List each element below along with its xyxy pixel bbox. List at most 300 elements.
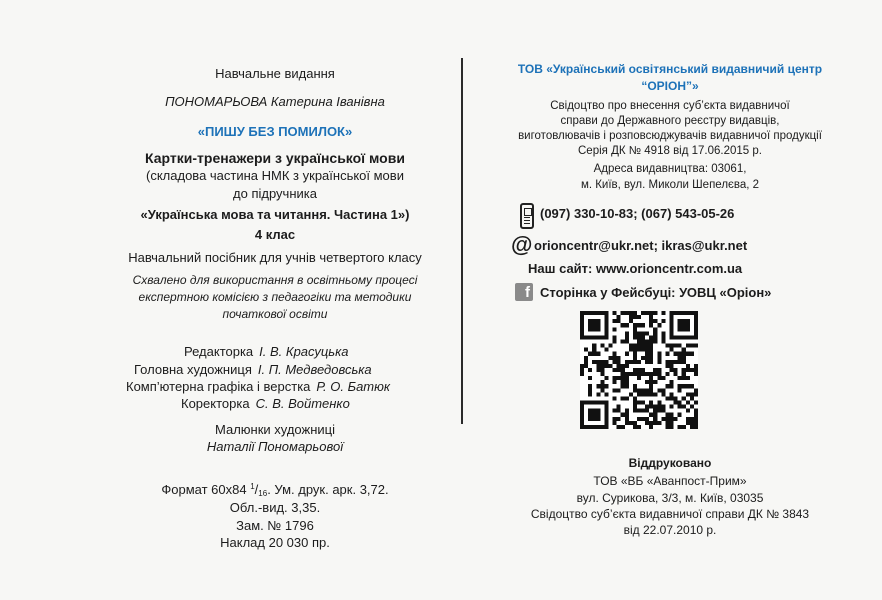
- qr-module: [600, 425, 604, 429]
- qr-module: [653, 392, 657, 396]
- qr-module: [629, 392, 633, 396]
- author: [100, 94, 450, 109]
- qr-module: [613, 421, 617, 425]
- qr-module: [674, 335, 678, 339]
- qr-module: [641, 388, 645, 392]
- qr-module: [613, 327, 617, 331]
- qr-module: [592, 401, 596, 405]
- approval-line3: початкової освіти: [222, 307, 328, 321]
- qr-module: [633, 396, 637, 400]
- qr-module: [592, 352, 596, 356]
- qr-module: [670, 331, 674, 335]
- qr-module: [580, 327, 584, 331]
- cert-line1: Свідоцтво про внесення суб’єкта видавничої: [550, 100, 790, 112]
- qr-module: [686, 335, 690, 339]
- qr-module: [625, 409, 629, 413]
- format-line: Формат 60х84 $^1$/16. Ум. друк. арк. 3,72.: [161, 482, 389, 498]
- qr-module: [645, 360, 649, 364]
- qr-module: [670, 384, 674, 388]
- address-line1: Адреса видавництва: 03061,: [593, 163, 747, 175]
- qr-module: [596, 319, 600, 323]
- qr-module: [613, 360, 617, 364]
- qr-module: [592, 344, 596, 348]
- qr-module: [678, 335, 682, 339]
- qr-module: [678, 311, 682, 315]
- qr-module: [588, 335, 592, 339]
- qr-module: [682, 368, 686, 372]
- qr-module: [637, 348, 641, 352]
- qr-module: [686, 352, 690, 356]
- qr-module: [682, 396, 686, 400]
- qr-module: [686, 376, 690, 380]
- qr-module: [649, 405, 653, 409]
- qr-module: [580, 413, 584, 417]
- qr-module: [604, 409, 608, 413]
- qr-module: [641, 372, 645, 376]
- qr-module: [625, 376, 629, 380]
- qr-module: [617, 364, 621, 368]
- qr-module: [645, 356, 649, 360]
- qr-module: [670, 425, 674, 429]
- qr-module: [625, 417, 629, 421]
- cert-line3: виготовлювачів і розповсюджувачів видавничої продукції: [518, 130, 822, 142]
- qr-module: [604, 348, 608, 352]
- qr-module: [690, 311, 694, 315]
- qr-module: [625, 360, 629, 364]
- qr-module: [690, 396, 694, 400]
- qr-module: [633, 405, 637, 409]
- qr-module: [661, 409, 665, 413]
- qr-module: [633, 421, 637, 425]
- qr-module: [641, 417, 645, 421]
- qr-module: [633, 388, 637, 392]
- qr-module: [690, 425, 694, 429]
- qr-module: [621, 413, 625, 417]
- qr-code: [580, 311, 698, 429]
- qr-module: [592, 319, 596, 323]
- qr-module: [600, 384, 604, 388]
- qr-module: [657, 323, 661, 327]
- qr-module: [686, 344, 690, 348]
- qr-module: [657, 352, 661, 356]
- qr-module: [617, 319, 621, 323]
- author-surname: ПОНОМАРЬОВА: [165, 94, 268, 109]
- textbook-title: «Українська мова та читання. Частина 1»): [140, 207, 410, 222]
- qr-module: [678, 401, 682, 405]
- qr-module: [649, 413, 653, 417]
- cert-line4: Серія ДК № 4918 від 17.06.2015 р.: [578, 145, 762, 157]
- qr-module: [694, 323, 698, 327]
- qr-module: [694, 331, 698, 335]
- qr-module: [596, 352, 600, 356]
- qr-module: [682, 376, 686, 380]
- qr-module: [653, 405, 657, 409]
- qr-module: [674, 352, 678, 356]
- qr-module: [682, 348, 686, 352]
- qr-module: [641, 401, 645, 405]
- qr-module: [580, 311, 584, 315]
- qr-module: [674, 372, 678, 376]
- qr-module: [625, 396, 629, 400]
- qr-module: [674, 417, 678, 421]
- qr-module: [678, 356, 682, 360]
- qr-module: [661, 331, 665, 335]
- qr-module: [678, 405, 682, 409]
- qr-module: [621, 372, 625, 376]
- qr-module: [674, 368, 678, 372]
- qr-module: [649, 392, 653, 396]
- qr-module: [625, 372, 629, 376]
- qr-module: [580, 323, 584, 327]
- qr-module: [653, 421, 657, 425]
- qr-module: [604, 421, 608, 425]
- qr-module: [637, 388, 641, 392]
- qr-module: [600, 311, 604, 315]
- qr-module: [649, 376, 653, 380]
- qr-module: [637, 360, 641, 364]
- qr-module: [596, 335, 600, 339]
- qr-module: [690, 417, 694, 421]
- qr-module: [670, 335, 674, 339]
- qr-module: [600, 368, 604, 372]
- qr-module: [670, 421, 674, 425]
- qr-module: [665, 384, 669, 388]
- qr-module: [580, 315, 584, 319]
- qr-module: [686, 392, 690, 396]
- qr-module: [674, 396, 678, 400]
- qr-module: [633, 401, 637, 405]
- qr-module: [686, 409, 690, 413]
- qr-module: [588, 368, 592, 372]
- qr-module: [682, 327, 686, 331]
- qr-module: [665, 425, 669, 429]
- qr-module: [584, 311, 588, 315]
- site-url[interactable]: www.orioncentr.com.ua: [596, 261, 743, 276]
- qr-module: [625, 413, 629, 417]
- qr-module: [657, 372, 661, 376]
- qr-module: [657, 405, 661, 409]
- qr-module: [604, 376, 608, 380]
- approval-line2: експертною комісією з педагогіки та методики: [138, 290, 412, 304]
- qr-module: [670, 405, 674, 409]
- qr-module: [625, 380, 629, 384]
- qr-module: [690, 368, 694, 372]
- qr-module: [665, 352, 669, 356]
- qr-module: [694, 372, 698, 376]
- grade: 4 клас: [254, 227, 296, 242]
- qr-module: [641, 348, 645, 352]
- qr-module: [694, 388, 698, 392]
- qr-module: [694, 319, 698, 323]
- qr-module: [592, 311, 596, 315]
- qr-module: [645, 348, 649, 352]
- illustrations-label: Малюнки художниці: [215, 422, 335, 437]
- edition-type: Навчальне видання: [215, 66, 335, 81]
- credit-role: Редакторка: [184, 344, 254, 359]
- qr-module: [649, 401, 653, 405]
- credit-name: І. В. Красуцька: [259, 344, 349, 359]
- qr-module: [600, 388, 604, 392]
- format-label: Формат 60х84: [161, 482, 247, 497]
- qr-module: [678, 384, 682, 388]
- printed-label: Віддруковано: [628, 456, 712, 470]
- qr-module: [580, 364, 584, 368]
- printer-name: ТОВ «ВБ «Аванпост-Прим»: [593, 474, 747, 488]
- qr-module: [596, 311, 600, 315]
- qr-module: [604, 384, 608, 388]
- qr-module: [641, 331, 645, 335]
- qr-module: [657, 360, 661, 364]
- qr-module: [682, 425, 686, 429]
- cert-line2: справи до Державного реєстру видавців,: [560, 115, 780, 127]
- qr-module: [653, 339, 657, 343]
- qr-module: [580, 372, 584, 376]
- qr-module: [637, 392, 641, 396]
- qr-module: [613, 319, 617, 323]
- facebook-page: Сторінка у Фейсбуці: УОВЦ «Оріон»: [540, 285, 772, 300]
- qr-module: [580, 401, 584, 405]
- qr-module: [670, 327, 674, 331]
- qr-module: [649, 380, 653, 384]
- qr-module: [600, 335, 604, 339]
- qr-module: [641, 344, 645, 348]
- qr-module: [645, 409, 649, 413]
- qr-module: [690, 344, 694, 348]
- publishing-sheets: Обл.-вид. 3,35.: [229, 500, 321, 515]
- qr-module: [625, 339, 629, 343]
- qr-module: [653, 380, 657, 384]
- qr-module: [588, 376, 592, 380]
- qr-module: [678, 352, 682, 356]
- qr-module: [596, 413, 600, 417]
- qr-module: [657, 409, 661, 413]
- qr-module: [665, 417, 669, 421]
- qr-module: [694, 425, 698, 429]
- qr-module: [613, 417, 617, 421]
- qr-module: [604, 323, 608, 327]
- qr-module: [653, 413, 657, 417]
- qr-module: [649, 323, 653, 327]
- qr-module: [617, 315, 621, 319]
- qr-module: [580, 421, 584, 425]
- qr-module: [641, 323, 645, 327]
- qr-module: [617, 376, 621, 380]
- qr-module: [613, 388, 617, 392]
- illustrator: Наталії Пономарьової: [206, 439, 344, 454]
- qr-module: [584, 348, 588, 352]
- qr-module: [633, 352, 637, 356]
- qr-module: [670, 360, 674, 364]
- qr-module: [588, 319, 592, 323]
- qr-module: [682, 352, 686, 356]
- qr-module: [584, 335, 588, 339]
- qr-module: [613, 335, 617, 339]
- qr-module: [686, 384, 690, 388]
- qr-module: [694, 401, 698, 405]
- qr-module: [645, 339, 649, 343]
- qr-module: [637, 425, 641, 429]
- qr-module: [678, 413, 682, 417]
- qr-module: [694, 364, 698, 368]
- email-addresses: orioncentr@ukr.net; ikras@ukr.net: [534, 238, 748, 253]
- format-denominator: 16: [258, 489, 268, 498]
- qr-module: [588, 401, 592, 405]
- qr-module: [580, 368, 584, 372]
- author-name: Катерина Іванівна: [270, 94, 385, 109]
- qr-module: [649, 384, 653, 388]
- qr-module: [653, 368, 657, 372]
- qr-module: [633, 335, 637, 339]
- qr-module: [613, 356, 617, 360]
- qr-module: [665, 364, 669, 368]
- printer-certificate-date: від 22.07.2010 р.: [623, 523, 717, 537]
- qr-module: [670, 315, 674, 319]
- qr-module: [625, 311, 629, 315]
- qr-module: [584, 401, 588, 405]
- qr-module: [665, 396, 669, 400]
- qr-module: [674, 311, 678, 315]
- qr-module: [657, 356, 661, 360]
- qr-module: [633, 311, 637, 315]
- qr-module: [625, 352, 629, 356]
- qr-module: [633, 356, 637, 360]
- site-label: Наш сайт:: [528, 261, 593, 276]
- qr-module: [674, 401, 678, 405]
- qr-module: [678, 388, 682, 392]
- approval-line1: Схвалено для використання в освітньому процесі: [132, 273, 418, 287]
- qr-module: [596, 360, 600, 364]
- qr-module: [588, 417, 592, 421]
- qr-module: [649, 348, 653, 352]
- at-icon: @: [511, 232, 533, 257]
- qr-module: [694, 311, 698, 315]
- qr-module: [633, 323, 637, 327]
- qr-module: [629, 311, 633, 315]
- qr-module: [686, 311, 690, 315]
- credit-editor: [184, 344, 450, 359]
- qr-module: [621, 368, 625, 372]
- qr-module: [665, 344, 669, 348]
- qr-module: [637, 315, 641, 319]
- qr-module: [588, 392, 592, 396]
- qr-module: [580, 331, 584, 335]
- qr-module: [645, 417, 649, 421]
- phone-numbers: (097) 330-10-83; (067) 543-05-26: [540, 206, 735, 221]
- printer-address: вул. Сурикова, 3/3, м. Київ, 03035: [576, 491, 764, 505]
- qr-module: [670, 392, 674, 396]
- qr-module: [604, 315, 608, 319]
- qr-module: [608, 356, 612, 360]
- qr-module: [694, 315, 698, 319]
- qr-module: [694, 327, 698, 331]
- qr-module: [604, 401, 608, 405]
- qr-module: [633, 360, 637, 364]
- qr-module: [690, 352, 694, 356]
- qr-module: [637, 335, 641, 339]
- address-line2: м. Київ, вул. Миколи Шепелєва, 2: [580, 179, 760, 191]
- qr-module: [661, 319, 665, 323]
- qr-module: [633, 368, 637, 372]
- qr-module: [608, 344, 612, 348]
- qr-module: [621, 384, 625, 388]
- qr-module: [604, 413, 608, 417]
- qr-module: [625, 421, 629, 425]
- qr-module: [596, 392, 600, 396]
- qr-module: [682, 372, 686, 376]
- qr-module: [661, 392, 665, 396]
- qr-module: [682, 311, 686, 315]
- qr-module: [641, 339, 645, 343]
- qr-module: [657, 376, 661, 380]
- qr-module: [637, 401, 641, 405]
- publisher-line1: ТОВ «Український освітянський видавничий центр: [517, 62, 823, 76]
- qr-module: [653, 372, 657, 376]
- qr-module: [670, 344, 674, 348]
- qr-module: [621, 364, 625, 368]
- series-title: «ПИШУ БЕЗ ПОМИЛОК»: [197, 124, 353, 139]
- qr-module: [649, 356, 653, 360]
- order-number: Зам. № 1796: [236, 518, 314, 533]
- qr-module: [657, 401, 661, 405]
- qr-module: [661, 417, 665, 421]
- qr-module: [580, 425, 584, 429]
- qr-module: [645, 372, 649, 376]
- qr-module: [686, 323, 690, 327]
- qr-module: [629, 344, 633, 348]
- credit-name: С. В. Войтенко: [255, 396, 350, 411]
- qr-module: [657, 388, 661, 392]
- qr-module: [629, 372, 633, 376]
- qr-module: [604, 392, 608, 396]
- qr-module: [657, 368, 661, 372]
- qr-module: [633, 331, 637, 335]
- qr-module: [592, 323, 596, 327]
- qr-module: [604, 360, 608, 364]
- qr-module: [686, 401, 690, 405]
- qr-module: [625, 335, 629, 339]
- qr-module: [645, 421, 649, 425]
- qr-module: [592, 360, 596, 364]
- credit-name: Р. О. Батюк: [316, 379, 391, 394]
- qr-module: [678, 323, 682, 327]
- qr-module: [625, 364, 629, 368]
- qr-module: [613, 376, 617, 380]
- qr-module: [633, 315, 637, 319]
- qr-module: [600, 372, 604, 376]
- qr-module: [592, 335, 596, 339]
- qr-module: [649, 339, 653, 343]
- qr-module: [670, 319, 674, 323]
- qr-module: [686, 417, 690, 421]
- qr-code-graphic: [580, 311, 698, 429]
- qr-module: [665, 360, 669, 364]
- qr-module: [633, 372, 637, 376]
- qr-module: [661, 335, 665, 339]
- qr-module: [694, 421, 698, 425]
- qr-module: [670, 348, 674, 352]
- qr-module: [674, 344, 678, 348]
- qr-module: [661, 405, 665, 409]
- website: [528, 261, 742, 276]
- qr-module: [592, 417, 596, 421]
- qr-module: [613, 368, 617, 372]
- qr-module: [649, 425, 653, 429]
- qr-module: [621, 380, 625, 384]
- qr-module: [649, 360, 653, 364]
- qr-module: [682, 405, 686, 409]
- qr-module: [613, 311, 617, 315]
- qr-module: [588, 327, 592, 331]
